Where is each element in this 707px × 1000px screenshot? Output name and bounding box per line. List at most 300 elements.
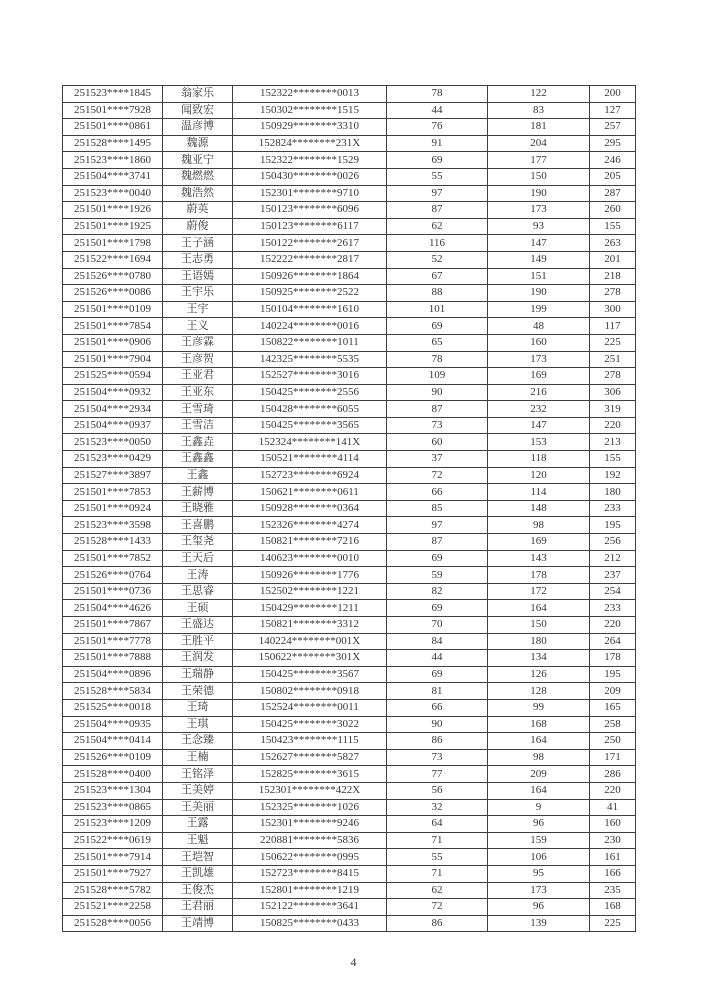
cell-exam-number: 251501****7888 <box>63 650 163 667</box>
cell-score-2: 95 <box>488 865 590 882</box>
cell-score-1: 60 <box>387 434 488 451</box>
cell-exam-number: 251504****0414 <box>63 733 163 750</box>
cell-id-number: 152627********5827 <box>233 749 387 766</box>
table-row <box>63 401 636 418</box>
table-row <box>63 417 636 434</box>
cell-total: 254 <box>590 583 636 600</box>
table-row <box>63 650 636 667</box>
cell-name: 王玺尧 <box>163 534 233 551</box>
cell-exam-number: 251501****7867 <box>63 617 163 634</box>
cell-exam-number: 251501****1798 <box>63 235 163 252</box>
cell-name: 王硕 <box>163 600 233 617</box>
table-row <box>63 617 636 634</box>
cell-score-1: 72 <box>387 899 488 916</box>
cell-score-1: 86 <box>387 915 488 932</box>
cell-score-1: 70 <box>387 617 488 634</box>
cell-total: 257 <box>590 119 636 136</box>
cell-name: 魏亚宁 <box>163 152 233 169</box>
cell-exam-number: 251528****1433 <box>63 534 163 551</box>
cell-total: 225 <box>590 334 636 351</box>
cell-score-1: 55 <box>387 849 488 866</box>
cell-score-2: 139 <box>488 915 590 932</box>
table-row <box>63 434 636 451</box>
table-row <box>63 899 636 916</box>
table-row <box>63 683 636 700</box>
cell-name: 王瑞静 <box>163 666 233 683</box>
cell-score-2: 190 <box>488 285 590 302</box>
table-row <box>63 334 636 351</box>
table-row <box>63 733 636 750</box>
table-row <box>63 318 636 335</box>
table-row <box>63 832 636 849</box>
table-row <box>63 86 636 103</box>
cell-total: 168 <box>590 899 636 916</box>
cell-exam-number: 251504****3741 <box>63 168 163 185</box>
cell-score-1: 81 <box>387 683 488 700</box>
cell-id-number: 150821********7216 <box>233 534 387 551</box>
cell-name: 王魁 <box>163 832 233 849</box>
cell-exam-number: 251523****1209 <box>63 816 163 833</box>
cell-score-2: 164 <box>488 782 590 799</box>
cell-name: 王美婷 <box>163 782 233 799</box>
table-row <box>63 799 636 816</box>
cell-id-number: 150928********0364 <box>233 500 387 517</box>
cell-score-1: 69 <box>387 318 488 335</box>
cell-total: 166 <box>590 865 636 882</box>
cell-id-number: 152301********9710 <box>233 185 387 202</box>
cell-score-2: 204 <box>488 135 590 152</box>
cell-id-number: 150802********0918 <box>233 683 387 700</box>
cell-score-1: 32 <box>387 799 488 816</box>
cell-exam-number: 251501****7904 <box>63 351 163 368</box>
cell-name: 王喜鹏 <box>163 517 233 534</box>
cell-id-number: 150123********6096 <box>233 202 387 219</box>
cell-total: 205 <box>590 168 636 185</box>
cell-id-number: 152324********141X <box>233 434 387 451</box>
table-row <box>63 119 636 136</box>
cell-id-number: 152122********3641 <box>233 899 387 916</box>
cell-score-1: 87 <box>387 534 488 551</box>
table-row <box>63 517 636 534</box>
cell-id-number: 152222********2817 <box>233 251 387 268</box>
cell-score-2: 160 <box>488 334 590 351</box>
cell-score-2: 180 <box>488 633 590 650</box>
cell-name: 王义 <box>163 318 233 335</box>
cell-exam-number: 251501****0736 <box>63 583 163 600</box>
cell-score-1: 67 <box>387 268 488 285</box>
cell-id-number: 150821********3312 <box>233 617 387 634</box>
cell-name: 王天后 <box>163 550 233 567</box>
cell-id-number: 152322********0013 <box>233 86 387 103</box>
cell-score-1: 73 <box>387 417 488 434</box>
cell-name: 王荣德 <box>163 683 233 700</box>
cell-score-2: 96 <box>488 816 590 833</box>
cell-total: 161 <box>590 849 636 866</box>
cell-exam-number: 251501****0109 <box>63 301 163 318</box>
cell-total: 192 <box>590 467 636 484</box>
cell-exam-number: 251501****7854 <box>63 318 163 335</box>
cell-name: 王薪博 <box>163 484 233 501</box>
table-row <box>63 749 636 766</box>
cell-total: 258 <box>590 716 636 733</box>
cell-total: 195 <box>590 666 636 683</box>
cell-exam-number: 251526****0109 <box>63 749 163 766</box>
cell-score-1: 77 <box>387 766 488 783</box>
cell-total: 220 <box>590 417 636 434</box>
cell-score-1: 52 <box>387 251 488 268</box>
cell-name: 王露 <box>163 816 233 833</box>
table-row <box>63 467 636 484</box>
cell-exam-number: 251501****0924 <box>63 500 163 517</box>
cell-score-2: 190 <box>488 185 590 202</box>
cell-score-1: 71 <box>387 832 488 849</box>
cell-exam-number: 251526****0764 <box>63 567 163 584</box>
cell-id-number: 152301********422X <box>233 782 387 799</box>
cell-exam-number: 251528****5834 <box>63 683 163 700</box>
cell-score-1: 69 <box>387 152 488 169</box>
cell-total: 209 <box>590 683 636 700</box>
cell-id-number: 140623********0010 <box>233 550 387 567</box>
cell-id-number: 152824********231X <box>233 135 387 152</box>
cell-exam-number: 251504****2934 <box>63 401 163 418</box>
cell-id-number: 150429********1211 <box>233 600 387 617</box>
cell-exam-number: 251525****0018 <box>63 699 163 716</box>
cell-score-1: 62 <box>387 882 488 899</box>
cell-id-number: 152723********6924 <box>233 467 387 484</box>
cell-score-2: 181 <box>488 119 590 136</box>
table-row <box>63 550 636 567</box>
cell-total: 278 <box>590 285 636 302</box>
cell-id-number: 150425********3022 <box>233 716 387 733</box>
table-row <box>63 882 636 899</box>
cell-score-2: 126 <box>488 666 590 683</box>
cell-total: 260 <box>590 202 636 219</box>
cell-exam-number: 251523****1845 <box>63 86 163 103</box>
score-table-body <box>63 86 636 932</box>
cell-score-1: 37 <box>387 451 488 468</box>
cell-score-2: 128 <box>488 683 590 700</box>
cell-exam-number: 251501****1926 <box>63 202 163 219</box>
cell-total: 213 <box>590 434 636 451</box>
cell-name: 王志勇 <box>163 251 233 268</box>
cell-name: 王语嫣 <box>163 268 233 285</box>
cell-name: 王俊杰 <box>163 882 233 899</box>
cell-exam-number: 251501****7914 <box>63 849 163 866</box>
cell-exam-number: 251523****1860 <box>63 152 163 169</box>
cell-name: 王靖博 <box>163 915 233 932</box>
cell-score-2: 173 <box>488 202 590 219</box>
cell-score-1: 84 <box>387 633 488 650</box>
cell-name: 王子涵 <box>163 235 233 252</box>
cell-name: 王君丽 <box>163 899 233 916</box>
cell-score-2: 99 <box>488 699 590 716</box>
cell-name: 王雪琦 <box>163 401 233 418</box>
cell-exam-number: 251528****5782 <box>63 882 163 899</box>
cell-score-2: 148 <box>488 500 590 517</box>
cell-score-2: 122 <box>488 86 590 103</box>
cell-name: 王鑫 <box>163 467 233 484</box>
cell-id-number: 150621********0611 <box>233 484 387 501</box>
cell-score-2: 209 <box>488 766 590 783</box>
cell-total: 212 <box>590 550 636 567</box>
cell-exam-number: 251504****0935 <box>63 716 163 733</box>
score-table <box>62 85 636 932</box>
cell-exam-number: 251525****0594 <box>63 368 163 385</box>
cell-score-1: 72 <box>387 467 488 484</box>
cell-exam-number: 251526****0086 <box>63 285 163 302</box>
cell-score-1: 73 <box>387 749 488 766</box>
cell-exam-number: 251501****7927 <box>63 865 163 882</box>
table-row <box>63 301 636 318</box>
cell-score-2: 151 <box>488 268 590 285</box>
cell-total: 218 <box>590 268 636 285</box>
cell-score-1: 69 <box>387 550 488 567</box>
cell-id-number: 140224********001X <box>233 633 387 650</box>
table-row <box>63 534 636 551</box>
table-row <box>63 766 636 783</box>
cell-name: 魏燃燃 <box>163 168 233 185</box>
cell-name: 王盛达 <box>163 617 233 634</box>
cell-exam-number: 251504****4626 <box>63 600 163 617</box>
cell-name: 王琪 <box>163 716 233 733</box>
table-row <box>63 251 636 268</box>
table-row <box>63 583 636 600</box>
cell-id-number: 150926********1864 <box>233 268 387 285</box>
cell-total: 160 <box>590 816 636 833</box>
table-row <box>63 484 636 501</box>
cell-score-1: 44 <box>387 102 488 119</box>
cell-name: 王鑫垚 <box>163 434 233 451</box>
cell-id-number: 150122********2617 <box>233 235 387 252</box>
cell-total: 263 <box>590 235 636 252</box>
cell-score-1: 86 <box>387 733 488 750</box>
cell-id-number: 142325********5535 <box>233 351 387 368</box>
cell-name: 王雪洁 <box>163 417 233 434</box>
cell-name: 王琦 <box>163 699 233 716</box>
cell-exam-number: 251522****0619 <box>63 832 163 849</box>
cell-name: 魏浩然 <box>163 185 233 202</box>
cell-id-number: 150822********1011 <box>233 334 387 351</box>
cell-score-1: 66 <box>387 484 488 501</box>
cell-exam-number: 251501****7852 <box>63 550 163 567</box>
cell-id-number: 150926********1776 <box>233 567 387 584</box>
cell-name: 王彦贺 <box>163 351 233 368</box>
table-row <box>63 816 636 833</box>
cell-total: 127 <box>590 102 636 119</box>
cell-score-1: 62 <box>387 218 488 235</box>
cell-name: 王美丽 <box>163 799 233 816</box>
table-row <box>63 567 636 584</box>
cell-id-number: 150302********1515 <box>233 102 387 119</box>
cell-score-1: 69 <box>387 666 488 683</box>
cell-exam-number: 251501****7778 <box>63 633 163 650</box>
cell-score-2: 150 <box>488 168 590 185</box>
cell-total: 220 <box>590 617 636 634</box>
cell-total: 246 <box>590 152 636 169</box>
cell-total: 300 <box>590 301 636 318</box>
cell-name: 蔚英 <box>163 202 233 219</box>
cell-score-1: 90 <box>387 716 488 733</box>
cell-total: 230 <box>590 832 636 849</box>
table-row <box>63 865 636 882</box>
cell-exam-number: 251521****2258 <box>63 899 163 916</box>
cell-score-1: 109 <box>387 368 488 385</box>
cell-score-2: 98 <box>488 749 590 766</box>
cell-total: 287 <box>590 185 636 202</box>
cell-total: 225 <box>590 915 636 932</box>
cell-id-number: 152325********1026 <box>233 799 387 816</box>
cell-name: 王铭泽 <box>163 766 233 783</box>
cell-score-1: 97 <box>387 185 488 202</box>
cell-score-2: 169 <box>488 368 590 385</box>
cell-name: 王宇乐 <box>163 285 233 302</box>
cell-total: 117 <box>590 318 636 335</box>
cell-id-number: 150425********2556 <box>233 384 387 401</box>
cell-score-1: 87 <box>387 202 488 219</box>
cell-total: 306 <box>590 384 636 401</box>
cell-id-number: 152723********8415 <box>233 865 387 882</box>
cell-id-number: 150929********3310 <box>233 119 387 136</box>
cell-exam-number: 251526****0780 <box>63 268 163 285</box>
cell-score-1: 66 <box>387 699 488 716</box>
cell-id-number: 150430********0026 <box>233 168 387 185</box>
cell-score-2: 114 <box>488 484 590 501</box>
cell-exam-number: 251501****0861 <box>63 119 163 136</box>
cell-score-1: 85 <box>387 500 488 517</box>
cell-total: 201 <box>590 251 636 268</box>
cell-score-2: 149 <box>488 251 590 268</box>
cell-score-1: 44 <box>387 650 488 667</box>
cell-score-2: 150 <box>488 617 590 634</box>
table-row <box>63 218 636 235</box>
cell-exam-number: 251501****1925 <box>63 218 163 235</box>
cell-id-number: 150428********6055 <box>233 401 387 418</box>
cell-score-2: 83 <box>488 102 590 119</box>
cell-score-2: 98 <box>488 517 590 534</box>
cell-score-1: 71 <box>387 865 488 882</box>
cell-total: 278 <box>590 368 636 385</box>
table-row <box>63 351 636 368</box>
table-row <box>63 368 636 385</box>
cell-id-number: 150423********1115 <box>233 733 387 750</box>
table-row <box>63 102 636 119</box>
cell-name: 魏源 <box>163 135 233 152</box>
cell-name: 王胜平 <box>163 633 233 650</box>
table-row <box>63 849 636 866</box>
cell-score-1: 65 <box>387 334 488 351</box>
cell-score-2: 168 <box>488 716 590 733</box>
cell-name: 王楠 <box>163 749 233 766</box>
cell-total: 200 <box>590 86 636 103</box>
cell-name: 王亚君 <box>163 368 233 385</box>
cell-total: 250 <box>590 733 636 750</box>
table-row <box>63 500 636 517</box>
cell-total: 155 <box>590 451 636 468</box>
cell-name: 王宇 <box>163 301 233 318</box>
cell-id-number: 152825********3615 <box>233 766 387 783</box>
cell-name: 温彦博 <box>163 119 233 136</box>
cell-score-2: 120 <box>488 467 590 484</box>
cell-score-2: 178 <box>488 567 590 584</box>
table-row <box>63 716 636 733</box>
cell-id-number: 150622********0995 <box>233 849 387 866</box>
cell-id-number: 152301********9246 <box>233 816 387 833</box>
cell-total: 256 <box>590 534 636 551</box>
cell-exam-number: 251504****0937 <box>63 417 163 434</box>
cell-exam-number: 251501****7928 <box>63 102 163 119</box>
cell-total: 319 <box>590 401 636 418</box>
table-row <box>63 152 636 169</box>
cell-name: 王思睿 <box>163 583 233 600</box>
cell-id-number: 150622********301X <box>233 650 387 667</box>
cell-score-1: 55 <box>387 168 488 185</box>
cell-total: 155 <box>590 218 636 235</box>
cell-total: 233 <box>590 600 636 617</box>
table-row <box>63 268 636 285</box>
cell-exam-number: 251523****0865 <box>63 799 163 816</box>
cell-score-1: 56 <box>387 782 488 799</box>
cell-exam-number: 251504****0932 <box>63 384 163 401</box>
cell-id-number: 150425********3567 <box>233 666 387 683</box>
cell-score-2: 216 <box>488 384 590 401</box>
cell-score-2: 9 <box>488 799 590 816</box>
cell-total: 220 <box>590 782 636 799</box>
cell-total: 251 <box>590 351 636 368</box>
cell-name: 王彦霖 <box>163 334 233 351</box>
cell-score-1: 69 <box>387 600 488 617</box>
cell-name: 王垲智 <box>163 849 233 866</box>
cell-score-1: 87 <box>387 401 488 418</box>
cell-exam-number: 251523****1304 <box>63 782 163 799</box>
cell-total: 41 <box>590 799 636 816</box>
cell-score-2: 147 <box>488 235 590 252</box>
cell-score-2: 169 <box>488 534 590 551</box>
cell-exam-number: 251501****7853 <box>63 484 163 501</box>
cell-score-1: 90 <box>387 384 488 401</box>
cell-total: 180 <box>590 484 636 501</box>
cell-total: 171 <box>590 749 636 766</box>
cell-score-2: 164 <box>488 733 590 750</box>
table-row <box>63 666 636 683</box>
cell-score-1: 116 <box>387 235 488 252</box>
cell-score-2: 173 <box>488 351 590 368</box>
cell-score-1: 59 <box>387 567 488 584</box>
cell-exam-number: 251528****1495 <box>63 135 163 152</box>
cell-score-2: 96 <box>488 899 590 916</box>
cell-total: 165 <box>590 699 636 716</box>
cell-id-number: 150925********2522 <box>233 285 387 302</box>
cell-id-number: 150104********1610 <box>233 301 387 318</box>
cell-score-2: 48 <box>488 318 590 335</box>
cell-id-number: 150521********4114 <box>233 451 387 468</box>
cell-score-1: 76 <box>387 119 488 136</box>
cell-total: 178 <box>590 650 636 667</box>
cell-total: 235 <box>590 882 636 899</box>
cell-exam-number: 251528****0400 <box>63 766 163 783</box>
cell-score-2: 177 <box>488 152 590 169</box>
cell-exam-number: 251504****0896 <box>63 666 163 683</box>
cell-score-2: 164 <box>488 600 590 617</box>
cell-score-2: 153 <box>488 434 590 451</box>
cell-score-1: 88 <box>387 285 488 302</box>
table-row <box>63 600 636 617</box>
table-row <box>63 185 636 202</box>
cell-score-2: 173 <box>488 882 590 899</box>
cell-score-2: 199 <box>488 301 590 318</box>
cell-score-1: 97 <box>387 517 488 534</box>
cell-score-1: 78 <box>387 86 488 103</box>
cell-score-2: 172 <box>488 583 590 600</box>
